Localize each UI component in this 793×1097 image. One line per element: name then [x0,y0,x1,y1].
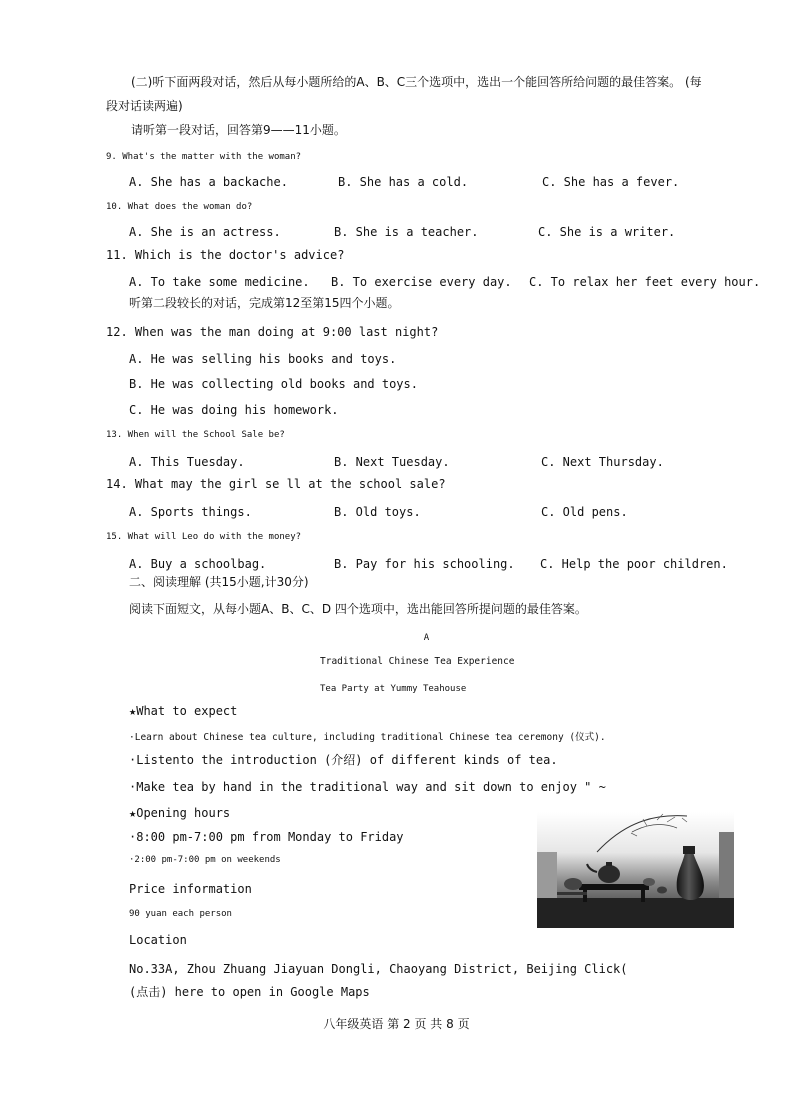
question-10: 10. What does the woman do? [106,202,253,212]
q14-option-c: C. Old pens. [541,505,628,519]
q13-option-b: B. Next Tuesday. [334,455,450,469]
q12-option-b: B. He was collecting old books and toys. [129,377,418,391]
expect-item-3: ·Make tea by hand in the traditional way and sit down to enjoy " ~ [129,780,606,794]
q12-option-c: C. He was doing his homework. [129,403,339,417]
q11-option-a: A. To take some medicine. [129,275,310,289]
tea-ceremony-photo [537,812,734,928]
q13-option-a: A. This Tuesday. [129,455,245,469]
q11-option-b: B. To exercise every day. [331,275,512,289]
q9-option-b: B. She has a cold. [338,175,469,189]
passage-subtitle: Tea Party at Yummy Teahouse [320,684,467,694]
question-15: 15. What will Leo do with the money? [106,532,302,542]
hours-item-1: ·8:00 pm-7:00 pm from Monday to Friday [129,830,404,844]
q11-option-c: C. To relax her feet every hour. [529,275,761,289]
page-footer: 八年级英语 第 2 页 共 8 页 [323,1017,470,1031]
q14-option-b: B. Old toys. [334,505,421,519]
q15-option-c: C. Help the poor children. [540,557,728,571]
q15-option-a: A. Buy a schoolbag. [129,557,267,571]
dialogue1-intro: 请听第一段对话，回答第9——11小题。 [131,123,346,137]
q9-option-a: A. She has a backache. [129,175,288,189]
passage-title: Traditional Chinese Tea Experience [320,656,515,667]
question-14: 14. What may the girl se ll at the school sale? [106,477,446,491]
price-value: 90 yuan each person [129,909,232,919]
listening-instruction-line1: (二)听下面两段对话，然后从每小题所给的A、B、C三个选项中，选出一个能回答所给问题的最佳答案。 (每 [131,75,702,89]
listening-instruction-line2: 段对话读两遍) [106,99,183,113]
q10-option-b: B. She is a teacher. [334,225,479,239]
price-heading: Price information [129,882,252,896]
location-heading: Location [129,933,187,947]
hours-heading: ★Opening hours [129,806,231,820]
dialogue2-intro: 听第二段较长的对话，完成第12至第15四个小题。 [129,296,400,310]
q10-option-a: A. She is an actress. [129,225,281,239]
question-12: 12. When was the man doing at 9:00 last night? [106,325,439,339]
location-link[interactable]: (点击) here to open in Google Maps [129,985,370,999]
question-13: 13. When will the School Sale be? [106,430,285,440]
passage-letter: A [423,633,430,643]
location-address: No.33A, Zhou Zhuang Jiayuan Dongli, Chaoyang District, Beijing Click( [129,962,628,976]
q14-option-a: A. Sports things. [129,505,252,519]
expect-item-1: ·Learn about Chinese tea culture, including traditional Chinese tea ceremony (仪式). [129,732,606,743]
q15-option-b: B. Pay for his schooling. [334,557,515,571]
question-9: 9. What's the matter with the woman? [106,152,302,162]
hours-item-2: ·2:00 pm-7:00 pm on weekends [129,855,281,865]
expect-item-2: ·Listento the introduction (介绍) of different kinds of tea. [129,753,558,767]
q10-option-c: C. She is a writer. [538,225,676,239]
expect-heading: ★What to expect [129,704,238,718]
reading-section-title: 二、阅读理解 (共15小题,计30分) [129,575,309,589]
q12-option-a: A. He was selling his books and toys. [129,352,397,366]
question-11: 11. Which is the doctor's advice? [106,248,345,262]
q9-option-c: C. She has a fever. [542,175,680,189]
q13-option-c: C. Next Thursday. [541,455,664,469]
reading-instruction: 阅读下面短文，从每小题A、B、C、D 四个选项中，选出能回答所提问题的最佳答案。 [129,602,587,616]
